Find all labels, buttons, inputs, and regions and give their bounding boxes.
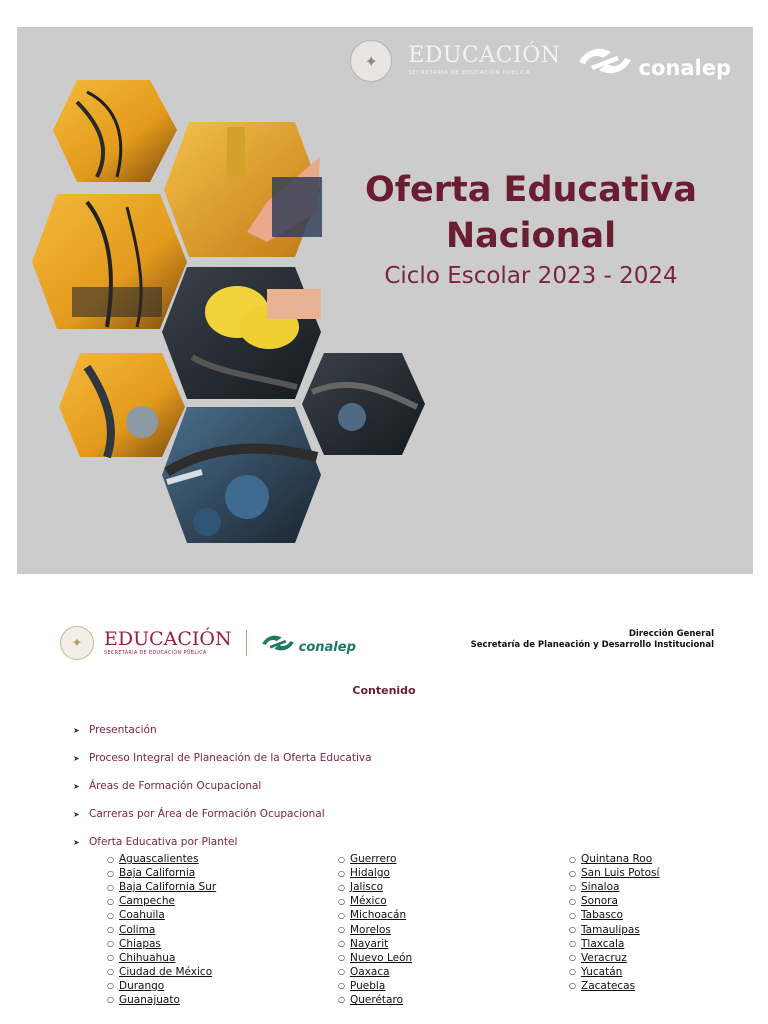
state-list-item [569,922,659,936]
circle-bullet-icon: ○ [338,854,345,864]
circle-bullet-icon: ○ [569,939,576,949]
secretaria-label: Secretaría de Planeación y Desarrollo Institucional [470,640,714,650]
state-link[interactable]: Tlaxcala [581,937,625,950]
state-list-item [107,866,216,880]
state-link[interactable]: Nuevo León [350,951,413,964]
toc-item-oferta-plantel[interactable] [73,836,237,848]
circle-bullet-icon: ○ [107,981,114,991]
state-list-item [107,979,216,993]
state-link[interactable]: Veracruz [581,951,627,964]
state-list-item [338,894,412,908]
header-department [471,629,714,651]
state-list-item [338,908,412,922]
circle-bullet-icon: ○ [569,896,576,906]
state-link[interactable]: Sinaloa [581,881,620,894]
conalep-symbol-icon [261,632,295,654]
state-link[interactable]: Ciudad de México [119,965,213,978]
header-logos [60,626,356,660]
government-seal-icon: ✦ [60,626,94,660]
arrow-bullet-icon: ➤ [73,753,80,763]
state-link[interactable]: Puebla [350,979,386,992]
educacion-wordmark: EDUCACIÓN [408,43,561,69]
circle-bullet-icon: ○ [569,910,576,920]
state-link[interactable]: Baja California [119,867,196,880]
state-list-item [107,951,216,965]
cover-header-logos [350,37,731,85]
circle-bullet-icon: ○ [107,995,114,1005]
circle-bullet-icon: ○ [569,953,576,963]
cover-page [17,27,753,574]
logo-divider [246,630,247,656]
direccion-general-label: Dirección General [628,629,714,639]
circle-bullet-icon: ○ [569,925,576,935]
circle-bullet-icon: ○ [338,882,345,892]
state-link[interactable]: Nayarit [350,937,389,950]
toc-item-proceso-integral[interactable] [73,752,372,764]
circle-bullet-icon: ○ [107,953,114,963]
state-link[interactable]: Quintana Roo [581,853,653,866]
conalep-logo [261,632,356,655]
toc-item-carreras[interactable] [73,808,325,820]
state-list-item [107,908,216,922]
state-list-item [569,965,659,979]
circle-bullet-icon: ○ [338,939,345,949]
states-column-1 [107,852,216,1007]
toc-item-label[interactable]: Proceso Integral de Planeación de la Oferta Educativa [89,752,372,764]
arrow-bullet-icon: ➤ [73,781,80,791]
circle-bullet-icon: ○ [338,925,345,935]
circle-bullet-icon: ○ [107,896,114,906]
state-list-item [338,951,412,965]
circle-bullet-icon: ○ [338,967,345,977]
state-link[interactable]: Chihuahua [119,951,176,964]
state-link[interactable]: Morelos [350,923,391,936]
arrow-bullet-icon: ➤ [73,809,80,819]
state-link[interactable]: Michoacán [350,909,407,922]
hex-photo-1 [53,80,177,182]
circle-bullet-icon: ○ [107,925,114,935]
hexagon-photo-collage [17,27,457,574]
toc-item-label[interactable]: Presentación [89,724,157,736]
state-link[interactable]: Tamaulipas [581,923,640,936]
state-list-item [569,937,659,951]
toc-item-label[interactable]: Áreas de Formación Ocupacional [89,780,262,792]
state-link[interactable]: Chiapas [119,937,161,950]
educacion-subtitle: SECRETARÍA DE EDUCACIÓN PÚBLICA [104,650,207,656]
cover-title-block [345,167,717,289]
toc-item-label[interactable]: Oferta Educativa por Plantel [89,836,238,848]
state-link[interactable]: Sonora [581,895,618,908]
toc-item-areas-formacion[interactable] [73,780,261,792]
state-link[interactable]: Colima [119,923,156,936]
state-link[interactable]: Yucatán [581,965,623,978]
state-list-item [107,937,216,951]
state-list-item [569,852,659,866]
page-header [60,626,714,666]
circle-bullet-icon: ○ [107,910,114,920]
circle-bullet-icon: ○ [338,953,345,963]
toc-item-label[interactable]: Carreras por Área de Formación Ocupacional [89,808,325,820]
state-list-item [338,866,412,880]
circle-bullet-icon: ○ [107,967,114,977]
toc-item-presentacion[interactable] [73,724,157,736]
conalep-logo [577,42,731,80]
state-link[interactable]: Zacatecas [581,979,636,992]
circle-bullet-icon: ○ [338,995,345,1005]
circle-bullet-icon: ○ [569,967,576,977]
state-link[interactable]: Hidalgo [350,867,390,880]
state-link[interactable]: Oaxaca [350,965,390,978]
circle-bullet-icon: ○ [107,868,114,878]
educacion-logo [408,45,560,77]
cover-subtitle: Ciclo Escolar 2023 - 2024 [384,263,678,289]
cover-title-line2: Nacional [445,216,617,256]
cover-title-line1: Oferta Educativa [365,170,697,210]
educacion-logo [104,627,232,657]
state-list-item [107,965,216,979]
state-list-item [338,922,412,936]
government-seal-icon: ✦ [350,40,392,82]
arrow-bullet-icon: ➤ [73,725,80,735]
circle-bullet-icon: ○ [107,882,114,892]
state-link[interactable]: Guerrero [350,853,397,866]
state-link[interactable]: Tabasco [581,909,623,922]
circle-bullet-icon: ○ [107,854,114,864]
circle-bullet-icon: ○ [569,868,576,878]
state-list-item [338,993,412,1007]
states-column-2 [338,852,412,1007]
state-list-item [107,880,216,894]
circle-bullet-icon: ○ [338,896,345,906]
circle-bullet-icon: ○ [569,981,576,991]
hex-photo-5 [59,353,185,457]
state-link[interactable]: Querétaro [350,993,403,1006]
circle-bullet-icon: ○ [107,939,114,949]
states-column-3 [569,852,659,993]
circle-bullet-icon: ○ [569,854,576,864]
state-link[interactable]: Campeche [119,895,176,908]
state-list-item [569,894,659,908]
state-list-item [569,979,659,993]
state-list-item [338,979,412,993]
state-link[interactable]: Coahuila [119,909,165,922]
state-link[interactable]: México [350,895,387,908]
state-list-item [107,993,216,1007]
contents-heading: Contenido [352,684,416,697]
state-list-item [107,894,216,908]
educacion-subtitle: SECRETARÍA DE EDUCACIÓN PÚBLICA [408,70,531,77]
arrow-bullet-icon: ➤ [73,837,80,847]
state-link[interactable]: Aguascalientes [119,853,199,866]
state-list-item [569,880,659,894]
state-link[interactable]: San Luis Potosí [581,867,660,880]
state-link[interactable]: Baja California Sur [119,881,217,894]
state-list-item [338,965,412,979]
state-list-item [569,866,659,880]
state-list-item [569,951,659,965]
state-link[interactable]: Durango [119,979,165,992]
state-list-item [338,880,412,894]
state-list-item [338,852,412,866]
circle-bullet-icon: ○ [338,981,345,991]
circle-bullet-icon: ○ [338,868,345,878]
circle-bullet-icon: ○ [338,910,345,920]
educacion-wordmark: EDUCACIÓN [104,627,232,650]
state-list-item [107,852,216,866]
state-link[interactable]: Jalisco [350,881,384,894]
state-link[interactable]: Guanajuato [119,993,180,1006]
conalep-wordmark: conalep [298,639,356,655]
conalep-wordmark: conalep [638,56,731,80]
state-list-item [107,922,216,936]
state-list-item [338,937,412,951]
conalep-symbol-icon [577,44,633,78]
circle-bullet-icon: ○ [569,882,576,892]
state-list-item [569,908,659,922]
